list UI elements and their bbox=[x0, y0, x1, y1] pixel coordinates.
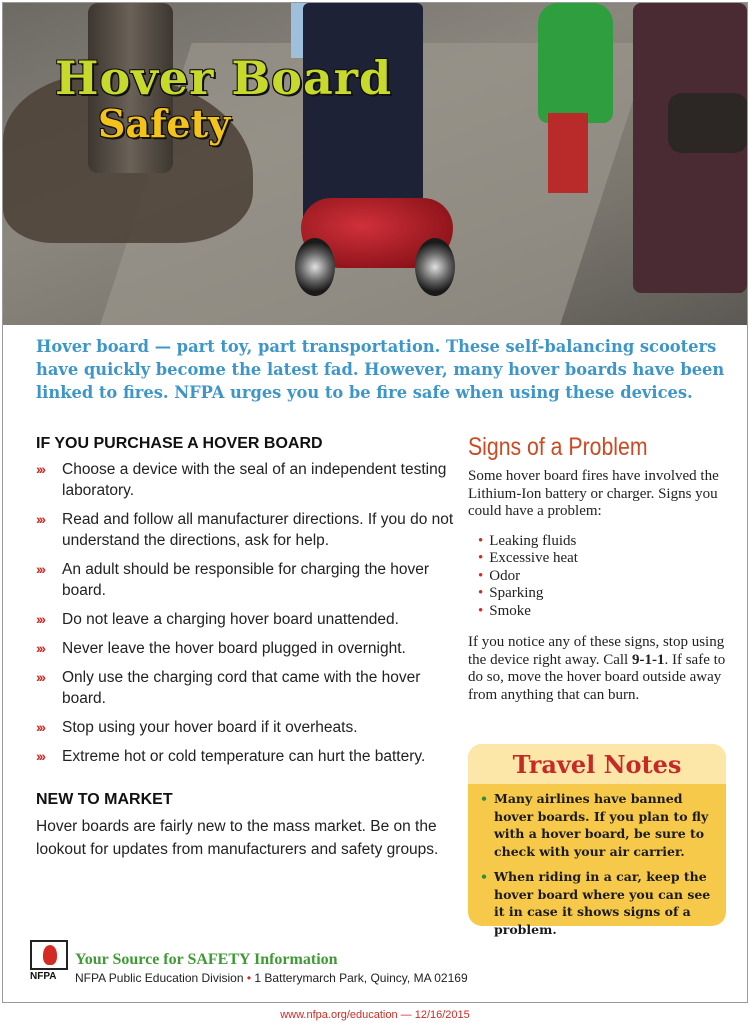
travel-notes-box bbox=[468, 744, 726, 937]
list-item: • Smoke bbox=[478, 602, 531, 619]
bullet-icon: • bbox=[246, 971, 252, 985]
list-item: • Many airlines have banned hover boards. If you plan to fly with a hover board, be sure to check with your air carrier. bbox=[480, 791, 709, 859]
flame-icon bbox=[43, 945, 57, 965]
hoverboard-wheel-left bbox=[295, 238, 335, 296]
purchase-heading: IF YOU PURCHASE A HOVER BOARD bbox=[36, 435, 323, 452]
signs-intro: Some hover board fires have involved the Lithium-Ion battery or charger. Signs you could have a problem: bbox=[468, 468, 719, 519]
list-item: • Leaking fluids bbox=[478, 532, 577, 549]
nfpa-logo-text: NFPA bbox=[30, 971, 57, 982]
signs-section bbox=[468, 433, 728, 704]
new-to-market-text: Hover boards are fairly new to the mass market. Be on the lookout for updates from manufacturers and safety groups. bbox=[36, 818, 439, 858]
chevron-bullet-icon: ››› bbox=[36, 511, 44, 527]
chevron-bullet-icon: ››› bbox=[36, 561, 44, 577]
chevron-bullet-icon: ››› bbox=[36, 640, 44, 656]
list-item: ››› Do not leave a charging hover board unattended. bbox=[36, 611, 399, 628]
list-item: • When riding in a car, keep the hover board where you can see it in case it shows signs of a problem. bbox=[480, 869, 711, 937]
bullet-icon: • bbox=[478, 550, 484, 566]
list-item: • Sparking bbox=[478, 585, 544, 601]
list-item: ››› An adult should be responsible for charging the hover board. bbox=[36, 561, 430, 599]
list-item: ››› Only use the charging cord that came with the hover board. bbox=[36, 669, 421, 707]
bullet-icon: • bbox=[478, 532, 484, 549]
list-item: • Odor bbox=[478, 567, 521, 584]
chevron-bullet-icon: ››› bbox=[36, 748, 44, 764]
bullet-icon: • bbox=[478, 602, 484, 619]
footer-tagline: Your Source for SAFETY Information bbox=[75, 951, 338, 968]
bullet-icon: • bbox=[480, 791, 488, 806]
signs-action: If you notice any of these signs, stop using the device right away. Call 9-1-1. If safe to do so, move the hover board outside away from anything that can burn. bbox=[468, 634, 726, 703]
list-item: • Excessive heat bbox=[478, 550, 578, 566]
footer-url[interactable]: www.nfpa.org/education — 12/16/2015 bbox=[280, 1009, 470, 1021]
list-item: ››› Choose a device with the seal of an independent testing laboratory. bbox=[36, 461, 447, 499]
footer-address: NFPA Public Education Division • 1 Batterymarch Park, Quincy, MA 02169 bbox=[75, 971, 468, 985]
travel-notes-list bbox=[480, 790, 718, 946]
bullet-icon: • bbox=[478, 585, 484, 601]
list-item: ››› Stop using your hover board if it overheats. bbox=[36, 719, 358, 736]
list-item: ››› Extreme hot or cold temperature can hurt the battery. bbox=[36, 748, 426, 765]
purchase-section bbox=[36, 435, 456, 861]
child-green-jacket bbox=[538, 3, 613, 123]
title-safety: Safety bbox=[98, 101, 231, 146]
intro-paragraph: Hover board — part toy, part transportation. These self-balancing scooters have quickly become the latest fad. However, many hover boards have been linked to fires. NFPA urges you to be fire safe when using these devices. bbox=[36, 337, 725, 402]
emergency-number: 9-1-1 bbox=[631, 651, 665, 668]
list-item: ››› Never leave the hover board plugged in overnight. bbox=[36, 640, 406, 657]
chevron-bullet-icon: ››› bbox=[36, 669, 44, 685]
nfpa-logo[interactable] bbox=[30, 940, 70, 982]
signs-heading: Signs of a Problem bbox=[468, 433, 648, 461]
hoverboard-wheel-right bbox=[415, 238, 455, 296]
purchase-tips-list bbox=[36, 459, 456, 767]
chevron-bullet-icon: ››› bbox=[36, 461, 44, 477]
title-hover-board: Hover Board bbox=[55, 51, 393, 105]
flyer-page bbox=[2, 2, 748, 1003]
hero-photo bbox=[3, 3, 747, 325]
signs-list bbox=[478, 533, 728, 621]
bullet-icon: • bbox=[480, 869, 488, 884]
list-item: ››› Read and follow all manufacturer directions. If you do not understand the directions, ask for help. bbox=[36, 511, 454, 549]
bullet-icon: • bbox=[478, 567, 484, 584]
chevron-bullet-icon: ››› bbox=[36, 719, 44, 735]
chevron-bullet-icon: ››› bbox=[36, 611, 44, 627]
new-to-market-heading: NEW TO MARKET bbox=[36, 791, 173, 808]
travel-notes-heading: Travel Notes bbox=[468, 744, 726, 784]
